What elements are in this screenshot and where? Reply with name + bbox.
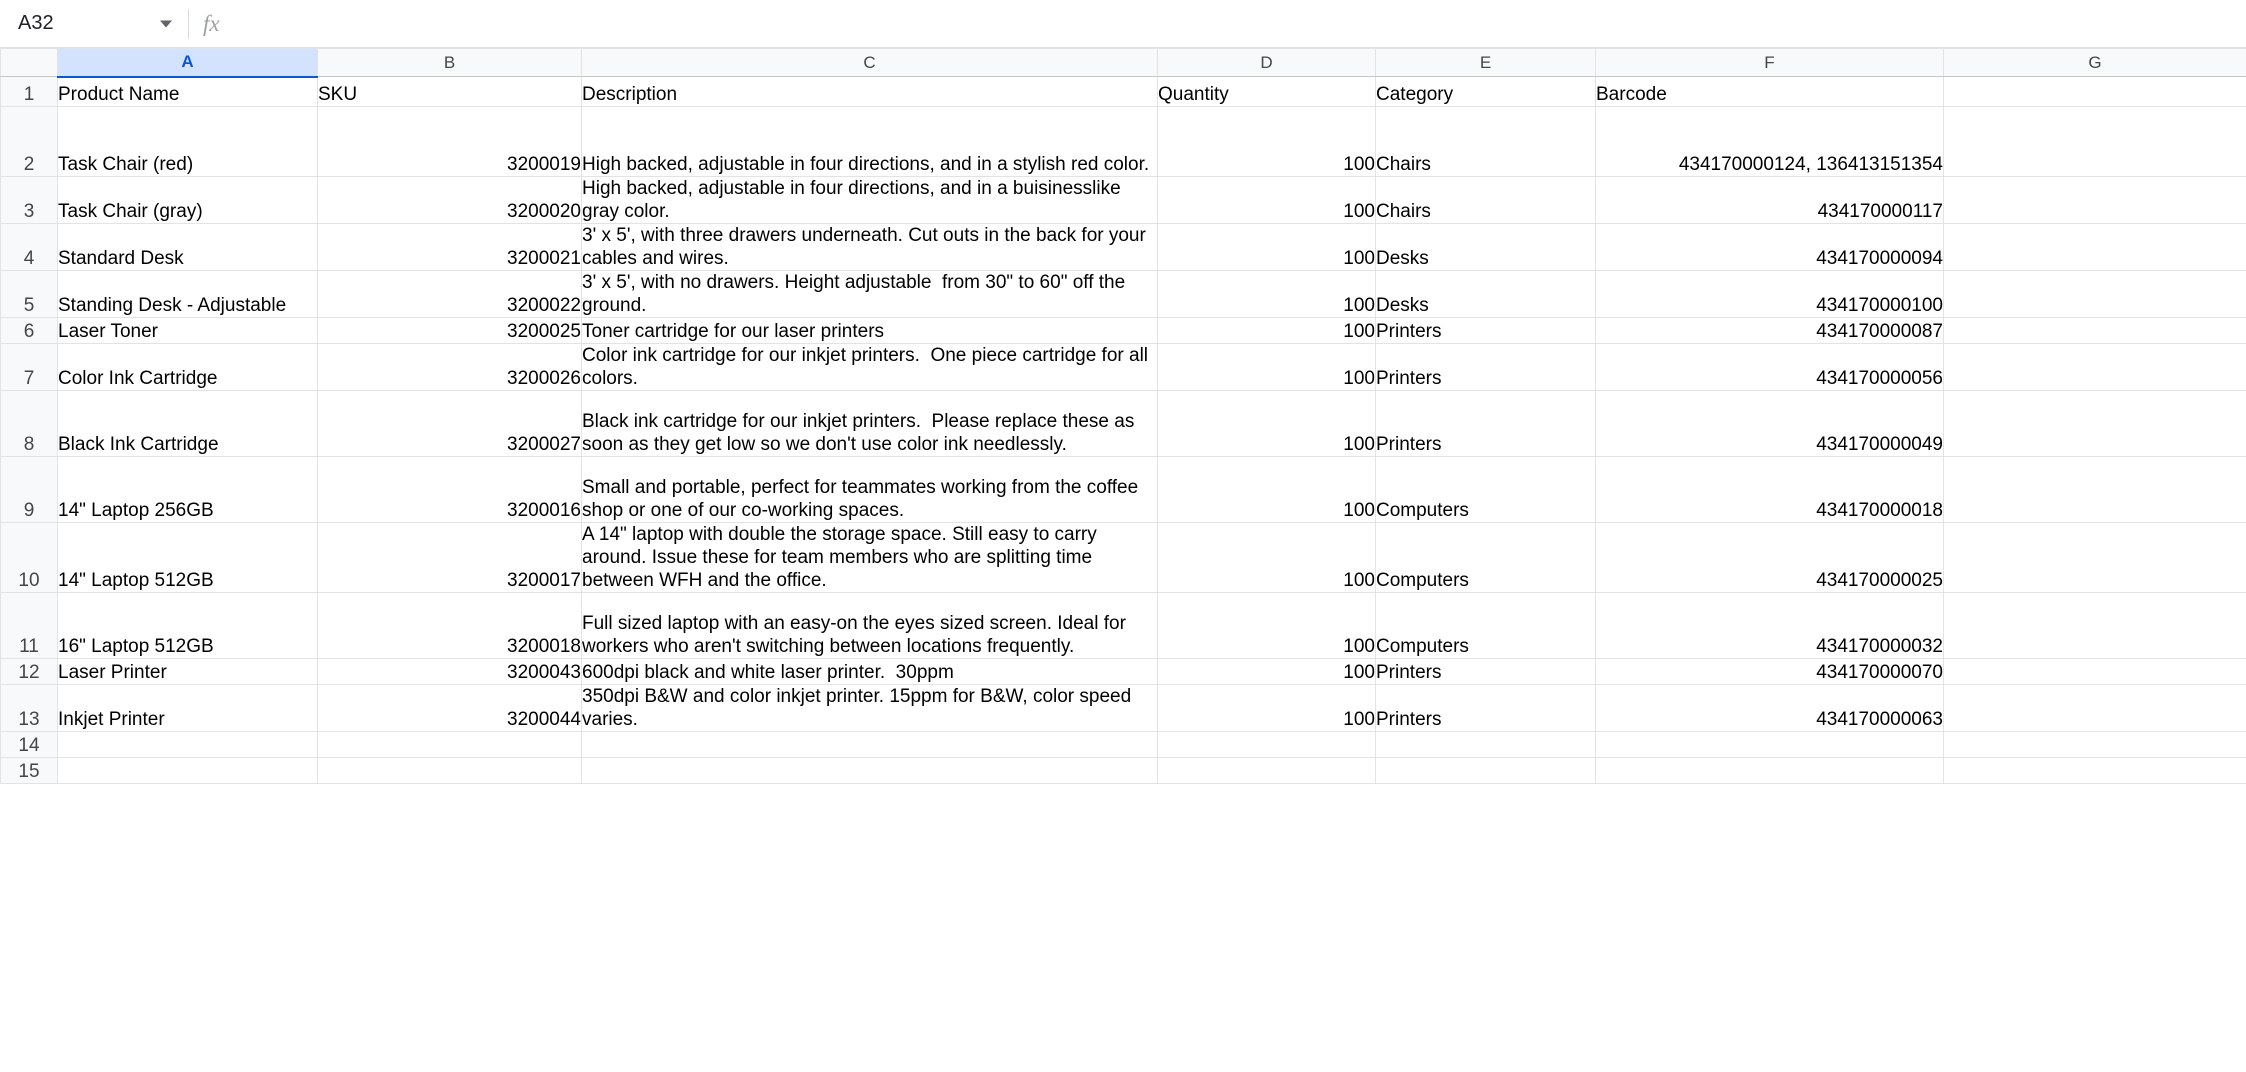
cell-E4[interactable]: Desks [1376,224,1596,271]
cell-C15[interactable] [582,758,1158,784]
cell-B10[interactable]: 3200017 [318,523,582,593]
row-header-4[interactable]: 4 [1,224,58,271]
cell-B15[interactable] [318,758,582,784]
cell-D9[interactable]: 100 [1158,457,1376,523]
cell-A3[interactable]: Task Chair (gray) [58,177,318,224]
cell-F8[interactable]: 434170000049 [1596,391,1944,457]
cell-F10[interactable]: 434170000025 [1596,523,1944,593]
cell-G12[interactable] [1944,659,2246,685]
cell-C13[interactable]: 350dpi B&W and color inkjet printer. 15ppm for B&W, color speed varies. [582,685,1158,732]
cell-G1[interactable] [1944,77,2246,107]
cell-E7[interactable]: Printers [1376,344,1596,391]
cell-B2[interactable]: 3200019 [318,107,582,177]
cell-G13[interactable] [1944,685,2246,732]
cell-E12[interactable]: Printers [1376,659,1596,685]
cell-F11[interactable]: 434170000032 [1596,593,1944,659]
sheet-row [1,391,2246,457]
cell-A2[interactable]: Task Chair (red) [58,107,318,177]
name-box-value: A32 [18,12,54,34]
cell-C2[interactable]: High backed, adjustable in four directions, and in a stylish red color. [582,107,1158,177]
cell-E13[interactable]: Printers [1376,685,1596,732]
cell-G14[interactable] [1944,732,2246,758]
cell-C14[interactable] [582,732,1158,758]
row-header-10[interactable]: 10 [1,523,58,593]
chevron-down-icon[interactable] [160,20,172,27]
cell-D6[interactable]: 100 [1158,318,1376,344]
sheet-table [0,48,2246,784]
row-header-3[interactable]: 3 [1,177,58,224]
column-header-row [1,49,2246,77]
cell-G10[interactable] [1944,523,2246,593]
row-header-11[interactable]: 11 [1,593,58,659]
cell-F5[interactable]: 434170000100 [1596,271,1944,318]
cell-B4[interactable]: 3200021 [318,224,582,271]
cell-G7[interactable] [1944,344,2246,391]
sheet-row [1,659,2246,685]
cell-C7[interactable]: Color ink cartridge for our inkjet printers. One piece cartridge for all colors. [582,344,1158,391]
cell-B12[interactable]: 3200043 [318,659,582,685]
cell-D4[interactable]: 100 [1158,224,1376,271]
cell-C1[interactable]: Description [582,77,1158,107]
column-header-f[interactable]: F [1596,49,1944,77]
cell-D3[interactable]: 100 [1158,177,1376,224]
sheet-row [1,685,2246,732]
cell-A8[interactable]: Black Ink Cartridge [58,391,318,457]
row-header-2[interactable]: 2 [1,107,58,177]
cell-D14[interactable] [1158,732,1376,758]
sheet-row [1,318,2246,344]
formula-bar [0,0,2246,48]
cell-B1[interactable]: SKU [318,77,582,107]
cell-D1[interactable]: Quantity [1158,77,1376,107]
row-header-13[interactable]: 13 [1,685,58,732]
cell-C3[interactable]: High backed, adjustable in four directions, and in a buisinesslike gray color. [582,177,1158,224]
name-box[interactable] [10,7,182,41]
cell-E3[interactable]: Chairs [1376,177,1596,224]
formula-input[interactable] [234,7,2246,41]
cell-E8[interactable]: Printers [1376,391,1596,457]
cell-C12[interactable]: 600dpi black and white laser printer. 30ppm [582,659,1158,685]
cell-C6[interactable]: Toner cartridge for our laser printers [582,318,1158,344]
sheet-row [1,77,2246,107]
cell-E15[interactable] [1376,758,1596,784]
cell-C5[interactable]: 3' x 5', with no drawers. Height adjustable from 30" to 60" off the ground. [582,271,1158,318]
cell-C11[interactable]: Full sized laptop with an easy-on the eyes sized screen. Ideal for workers who aren't switching between locations frequently. [582,593,1158,659]
cell-D15[interactable] [1158,758,1376,784]
cell-D12[interactable]: 100 [1158,659,1376,685]
cell-D5[interactable]: 100 [1158,271,1376,318]
cell-E11[interactable]: Computers [1376,593,1596,659]
cell-B13[interactable]: 3200044 [318,685,582,732]
row-header-12[interactable]: 12 [1,659,58,685]
cell-D10[interactable]: 100 [1158,523,1376,593]
cell-B8[interactable]: 3200027 [318,391,582,457]
cell-F9[interactable]: 434170000018 [1596,457,1944,523]
cell-E6[interactable]: Printers [1376,318,1596,344]
row-header-15[interactable]: 15 [1,758,58,784]
spreadsheet-grid[interactable] [0,48,2246,1072]
row-header-14[interactable]: 14 [1,732,58,758]
cell-B14[interactable] [318,732,582,758]
row-header-1[interactable]: 1 [1,77,58,107]
row-header-6[interactable]: 6 [1,318,58,344]
cell-B7[interactable]: 3200026 [318,344,582,391]
cell-G15[interactable] [1944,758,2246,784]
sheet-row [1,344,2246,391]
row-header-7[interactable]: 7 [1,344,58,391]
cell-E1[interactable]: Category [1376,77,1596,107]
sheet-row [1,457,2246,523]
row-header-8[interactable]: 8 [1,391,58,457]
select-all-corner[interactable] [1,49,58,77]
cell-C8[interactable]: Black ink cartridge for our inkjet printers. Please replace these as soon as they get low so we don't use color ink needlessly. [582,391,1158,457]
cell-F4[interactable]: 434170000094 [1596,224,1944,271]
cell-F6[interactable]: 434170000087 [1596,318,1944,344]
sheet-row [1,523,2246,593]
cell-F3[interactable]: 434170000117 [1596,177,1944,224]
cell-B11[interactable]: 3200018 [318,593,582,659]
cell-E9[interactable]: Computers [1376,457,1596,523]
cell-A10[interactable]: 14" Laptop 512GB [58,523,318,593]
cell-F1[interactable]: Barcode [1596,77,1944,107]
cell-F2[interactable]: 434170000124, 136413151354 [1596,107,1944,177]
cell-A15[interactable] [58,758,318,784]
cell-B6[interactable]: 3200025 [318,318,582,344]
cell-E14[interactable] [1376,732,1596,758]
column-header-b[interactable]: B [318,49,582,77]
cell-A6[interactable]: Laser Toner [58,318,318,344]
cell-A13[interactable]: Inkjet Printer [58,685,318,732]
cell-A9[interactable]: 14" Laptop 256GB [58,457,318,523]
sheet-body [1,77,2246,784]
cell-B3[interactable]: 3200020 [318,177,582,224]
cell-G8[interactable] [1944,391,2246,457]
cell-D2[interactable]: 100 [1158,107,1376,177]
cell-G4[interactable] [1944,224,2246,271]
cell-C9[interactable]: Small and portable, perfect for teammates working from the coffee shop or one of our co-working spaces. [582,457,1158,523]
cell-F12[interactable]: 434170000070 [1596,659,1944,685]
cell-A11[interactable]: 16" Laptop 512GB [58,593,318,659]
cell-F15[interactable] [1596,758,1944,784]
row-header-5[interactable]: 5 [1,271,58,318]
cell-F13[interactable]: 434170000063 [1596,685,1944,732]
cell-D8[interactable]: 100 [1158,391,1376,457]
cell-B5[interactable]: 3200022 [318,271,582,318]
cell-G3[interactable] [1944,177,2246,224]
column-header-e[interactable]: E [1376,49,1596,77]
cell-D11[interactable]: 100 [1158,593,1376,659]
cell-A4[interactable]: Standard Desk [58,224,318,271]
cell-D7[interactable]: 100 [1158,344,1376,391]
cell-G6[interactable] [1944,318,2246,344]
cell-A14[interactable] [58,732,318,758]
cell-E10[interactable]: Computers [1376,523,1596,593]
sheet-row [1,107,2246,177]
cell-C4[interactable]: 3' x 5', with three drawers underneath. Cut outs in the back for your cables and wires. [582,224,1158,271]
function-icon[interactable]: fx [203,10,220,36]
divider [188,9,189,39]
cell-A7[interactable]: Color Ink Cartridge [58,344,318,391]
cell-E5[interactable]: Desks [1376,271,1596,318]
cell-A1[interactable]: Product Name [58,77,318,107]
row-header-9[interactable]: 9 [1,457,58,523]
cell-E2[interactable]: Chairs [1376,107,1596,177]
cell-G5[interactable] [1944,271,2246,318]
sheet-row [1,271,2246,318]
cell-F14[interactable] [1596,732,1944,758]
column-header-d[interactable]: D [1158,49,1376,77]
cell-G11[interactable] [1944,593,2246,659]
cell-G2[interactable] [1944,107,2246,177]
column-header-c[interactable]: C [582,49,1158,77]
sheet-row [1,224,2246,271]
column-header-a[interactable]: A [58,49,318,77]
column-header-g[interactable]: G [1944,49,2246,77]
sheet-row [1,758,2246,784]
cell-C10[interactable]: A 14" laptop with double the storage space. Still easy to carry around. Issue these for team members who are splitting time between WFH and the office. [582,523,1158,593]
cell-A5[interactable]: Standing Desk - Adjustable [58,271,318,318]
cell-B9[interactable]: 3200016 [318,457,582,523]
sheet-row [1,593,2246,659]
sheet-row [1,177,2246,224]
cell-F7[interactable]: 434170000056 [1596,344,1944,391]
cell-D13[interactable]: 100 [1158,685,1376,732]
sheet-row [1,732,2246,758]
cell-A12[interactable]: Laser Printer [58,659,318,685]
cell-G9[interactable] [1944,457,2246,523]
